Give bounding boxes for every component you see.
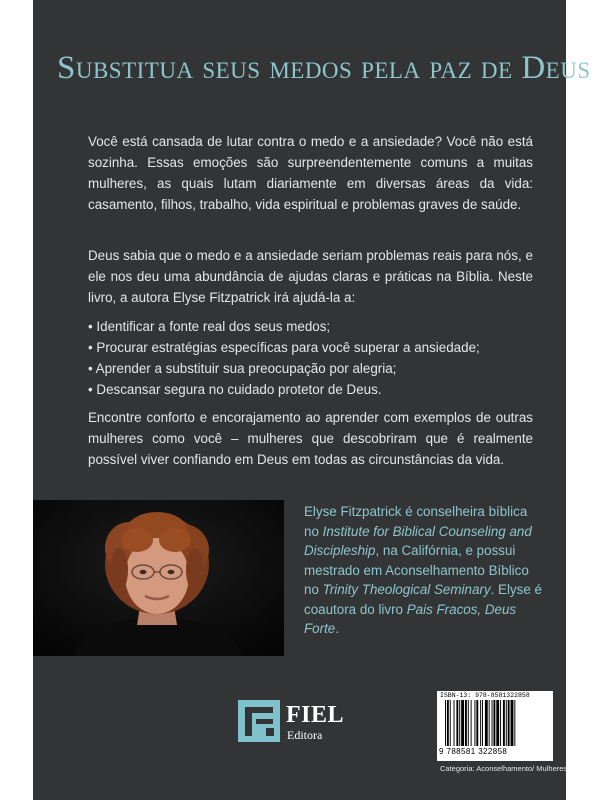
list-item: • Aprender a substituir sua preocupação por alegria; — [88, 361, 397, 376]
back-cover — [33, 0, 591, 800]
author-portrait-image — [33, 500, 284, 656]
author-bio: Elyse Fitzpatrick é conselheira bíblica no Institute for Biblical Counseling and Discipleship, na Califórnia, e possui mestrado em Aconselhamento Bíblico no Trinity Theological Seminary. Elyse é coautora do livro Pais Fracos, Deus Forte. — [304, 504, 542, 636]
barcode-number: 9 788581 322858 — [439, 747, 508, 756]
intro-paragraph: Você está cansada de lutar contra o medo e a ansiedade? Você não está sozinha. Essas emoções são surpreendentemente comuns a muitas mulheres, as quais lutam diariamente em diversas áreas da vida: casamento, filhos, trabalho, vida espiritual e problemas graves de saúde. — [88, 134, 533, 212]
list-item: • Descansar segura no cuidado protetor de Deus. — [88, 382, 382, 397]
publisher-sub: Editora — [287, 728, 323, 742]
benefits-list — [88, 316, 533, 400]
closing-paragraph: Encontre conforto e encorajamento ao aprender com exemplos de outras mulheres como você – mulheres que descobriram que é realmente possível viver confiando em Deus em todas as circunstâncias da vida. — [88, 410, 533, 467]
publisher-name: FIEL — [286, 702, 345, 728]
description-paragraph: Deus sabia que o medo e a ansiedade seriam problemas reais para nós, e ele nos deu uma abundância de ajudas claras e práticas na Bíblia. Neste livro, a autora Elyse Fitzpatrick irá ajudá-la a: — [88, 248, 533, 305]
barcode — [437, 691, 553, 761]
author-photo — [33, 500, 284, 656]
book-category: Categoria: Aconselhamento/ Mulheres — [440, 764, 568, 773]
isbn-label: ISBN-13: 978-8581322858 — [440, 692, 530, 699]
barcode-bars-icon — [445, 700, 547, 746]
fiel-mark-icon — [238, 700, 280, 742]
list-item: • Identificar a fonte real dos seus medos; — [88, 319, 331, 334]
publisher-logo — [238, 700, 368, 746]
list-item: • Procurar estratégias específicas para você superar a ansiedade; — [88, 340, 480, 355]
cover-title: Substitua seus medos pela paz de Deus — [57, 50, 591, 86]
